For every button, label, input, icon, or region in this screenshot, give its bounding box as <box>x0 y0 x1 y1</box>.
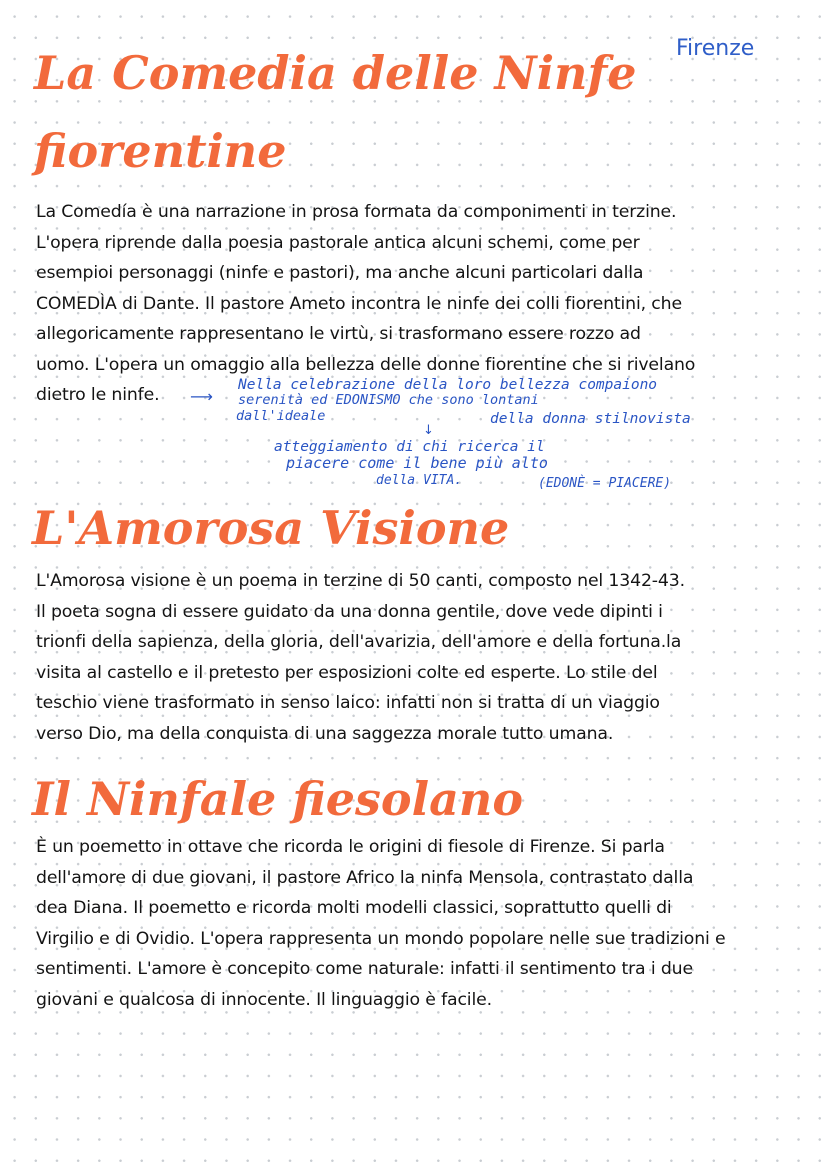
paragraph-ninfale-fiesolano <box>36 832 726 1015</box>
handwritten-note-line: serenità ed EDONISMO che sono lontani <box>238 392 539 408</box>
text-line: verso Dio, ma della conquista di una saggezza morale tutto umana. <box>36 723 614 744</box>
handwritten-note-line: atteggiamento di chi ricerca il <box>274 439 545 455</box>
text-line: È un poemetto in ottave che ricorda le origini di fiesole di Firenze. Si parla <box>36 837 665 857</box>
down-arrow-icon: ↓ <box>423 423 434 438</box>
handwritten-note-line: della VITA. <box>376 473 463 488</box>
handwritten-note-line: (EDONÈ = PIACERE) <box>538 476 672 491</box>
paragraph-amorosa-visione <box>36 566 685 749</box>
text-line: L'opera riprende dalla poesia pastorale antica alcuni schemi, come per <box>36 232 640 253</box>
text-line: esempioi personaggi (ninfe e pastori), ma anche alcuni particolari dalla <box>36 263 644 283</box>
right-arrow-icon: ⟶ <box>190 387 213 406</box>
text-line: La Comedía è una narrazione in prosa formata da componimenti in terzine. <box>36 202 677 222</box>
text-line: L'Amorosa visione è un poema in terzine di 50 canti, composto nel 1342-43. <box>36 571 685 591</box>
section-title-comedia: La Comedia delle Ninfe <box>34 46 637 100</box>
handwritten-note-line: della donna stilnovista <box>490 411 691 427</box>
city-label: Firenze <box>676 36 755 61</box>
text-line: Il poeta sogna di essere guidato da una donna gentile, dove vede dipinti i <box>36 601 663 622</box>
text-line: giovani e qualcosa di innocente. Il linguaggio è facile. <box>36 989 492 1010</box>
text-line: uomo. L'opera un omaggio alla bellezza delle donne fiorentine che si rivelano <box>36 354 696 375</box>
text-line: dietro le ninfe. <box>36 385 160 405</box>
handwritten-note-line: Nella celebrazione della loro bellezza compaiono <box>238 377 658 393</box>
text-line: dea Diana. Il poemetto e ricorda molti modelli classici, soprattutto quelli di <box>36 898 672 918</box>
text-line: visita al castello e il pretesto per esposizioni colte ed esperte. Lo stile del <box>36 662 658 683</box>
section-title-ninfale-fiesolano: Il Ninfale fiesolano <box>32 772 524 826</box>
text-line: allegoricamente rappresentano le virtù, si trasformano essere rozzo ad <box>36 324 641 344</box>
handwritten-note-line: dall'ideale <box>236 408 326 424</box>
text-line: trionfi della sapienza, della gloria, dell'avarizia, dell'amore e della fortuna.la <box>36 632 682 652</box>
text-line: COMEDÌA di Dante. Il pastore Ameto incontra le ninfe dei colli fiorentini, che <box>36 293 682 314</box>
text-line: dell'amore di due giovani, il pastore Africo la ninfa Mensola, contrastato dalla <box>36 867 694 888</box>
section-title-amorosa-visione: L'Amorosa Visione <box>32 501 510 555</box>
text-line: Virgilio e di Ovidio. L'opera rappresenta un mondo popolare nelle sue tradizioni e <box>36 928 726 949</box>
text-line: teschio viene trasformato in senso laico: infatti non si tratta di un viaggio <box>36 693 660 713</box>
text-line: sentimenti. L'amore è concepito come naturale: infatti il sentimento tra i due <box>36 959 693 979</box>
section-title-comedia-line2: fiorentine <box>34 124 287 178</box>
handwritten-note-line: piacere come il bene più alto <box>286 454 548 472</box>
